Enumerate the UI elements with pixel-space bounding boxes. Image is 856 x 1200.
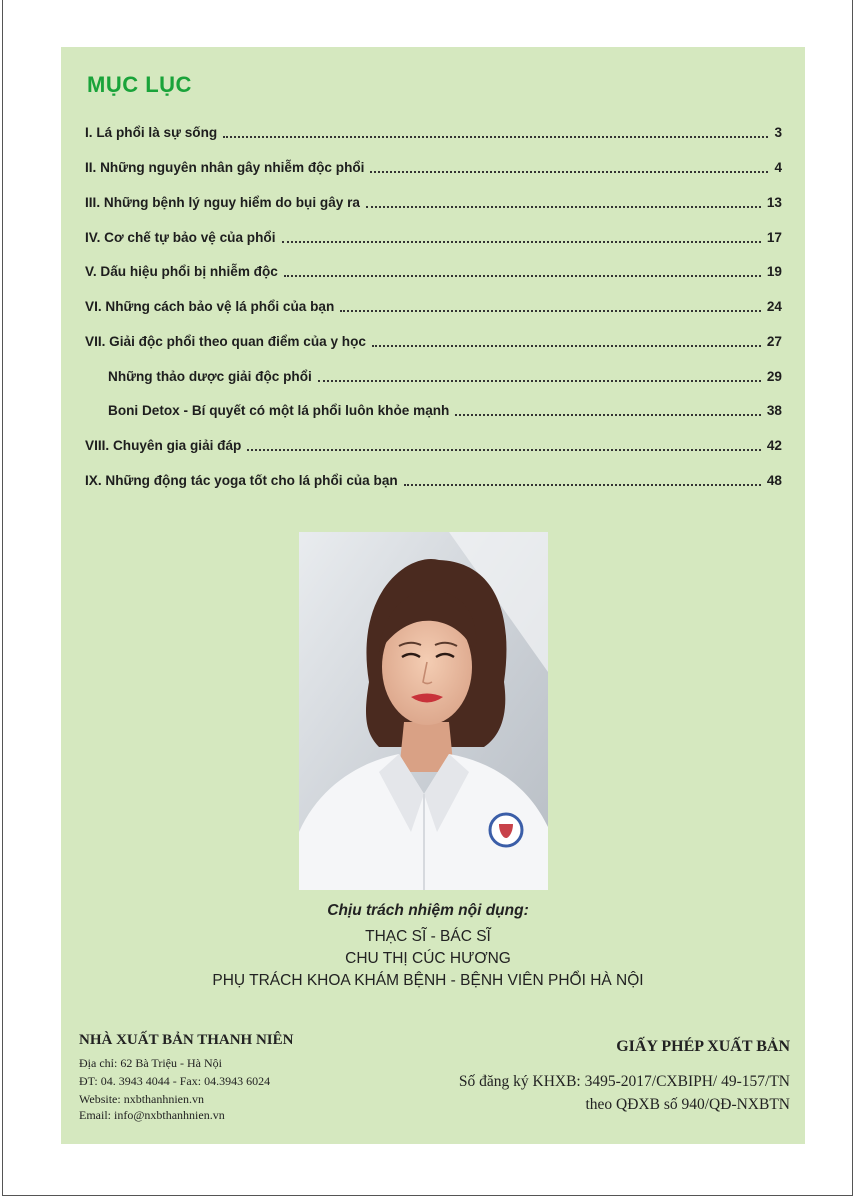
toc-entry-page: 3: [774, 125, 782, 140]
toc-subentry[interactable]: [108, 400, 782, 420]
toc-entry[interactable]: [85, 470, 782, 490]
toc-dot-leader: [223, 136, 768, 138]
toc-entry[interactable]: [85, 122, 782, 142]
toc-entry-page: 17: [766, 230, 782, 245]
toc-entry[interactable]: [85, 435, 782, 455]
license-decision: theo QĐXB số 940/QĐ-NXBTN: [585, 1096, 790, 1113]
license-registration: Số đăng ký KHXB: 3495-2017/CXBIPH/ 49-157/TN: [458, 1073, 790, 1090]
toc-entry[interactable]: [85, 296, 782, 316]
toc-title: MỤC LỤC: [87, 72, 192, 97]
toc-dot-leader: [370, 171, 768, 173]
toc-entry-label: III. Những bệnh lý nguy hiểm do bụi gây ra: [85, 195, 360, 210]
toc-entry-page: 24: [766, 299, 782, 314]
toc-dot-leader: [282, 241, 761, 243]
toc-entry[interactable]: [85, 157, 782, 177]
toc-entry-page: 29: [766, 369, 782, 384]
author-name: CHU THỊ CÚC HƯƠNG: [345, 950, 511, 967]
toc-entry-label: IV. Cơ chế tự bảo vệ của phổi: [85, 230, 276, 245]
toc-dot-leader: [318, 380, 761, 382]
toc-entry-label: IX. Những động tác yoga tốt cho lá phổi của bạn: [85, 473, 398, 488]
toc-dot-leader: [404, 484, 761, 486]
toc-entry-label: I. Lá phổi là sự sống: [85, 125, 218, 140]
toc-entry-page: 19: [766, 264, 782, 279]
publisher-website[interactable]: Website: nxbthanhnien.vn: [79, 1092, 205, 1106]
toc-dot-leader: [455, 414, 761, 416]
license-title: GIẤY PHÉP XUẤT BẢN: [616, 1038, 790, 1055]
doctor-portrait-photo: [299, 532, 548, 890]
toc-entry-page: 4: [774, 160, 782, 175]
publisher-email[interactable]: Email: info@nxbthanhnien.vn: [79, 1108, 225, 1122]
author-position: PHỤ TRÁCH KHOA KHÁM BỆNH - BỆNH VIÊN PHỔI HÀ NỘI: [212, 972, 644, 989]
toc-entry[interactable]: [85, 261, 782, 281]
publisher-phone-fax: ĐT: 04. 3943 4044 - Fax: 04.3943 6024: [79, 1074, 271, 1088]
toc-entry-label: VI. Những cách bảo vệ lá phổi của bạn: [85, 299, 335, 314]
toc-entry-label: V. Dấu hiệu phổi bị nhiễm độc: [85, 264, 278, 279]
toc-entry[interactable]: [85, 192, 782, 212]
toc-entry-label: VII. Giải độc phổi theo quan điểm của y học: [85, 334, 366, 349]
toc-entry-label: Những thảo dược giải độc phổi: [108, 369, 312, 384]
toc-entry-page: 27: [766, 334, 782, 349]
publisher-name: NHÀ XUẤT BẢN THANH NIÊN: [79, 1032, 294, 1048]
toc-entry-label: Boni Detox - Bí quyết có một lá phổi luôn khỏe mạnh: [108, 403, 450, 418]
toc-entry[interactable]: [85, 227, 782, 247]
responsibility-heading: Chịu trách nhiệm nội dụng:: [327, 902, 529, 919]
toc-entry-label: II. Những nguyên nhân gây nhiễm độc phổi: [85, 160, 365, 175]
toc-entry-label: VIII. Chuyên gia giải đáp: [85, 438, 242, 453]
toc-dot-leader: [284, 275, 761, 277]
toc-dot-leader: [340, 310, 761, 312]
toc-entry-page: 42: [766, 438, 782, 453]
publisher-address: Địa chỉ: 62 Bà Triệu - Hà Nội: [79, 1056, 222, 1070]
toc-entry[interactable]: [85, 331, 782, 351]
toc-entry-page: 38: [766, 403, 782, 418]
toc-dot-leader: [247, 449, 761, 451]
author-title: THẠC SĨ - BÁC SĨ: [365, 928, 491, 945]
toc-subentry[interactable]: [108, 366, 782, 386]
toc-dot-leader: [366, 206, 761, 208]
toc-entry-page: 13: [766, 195, 782, 210]
toc-entry-page: 48: [766, 473, 782, 488]
toc-dot-leader: [372, 345, 761, 347]
